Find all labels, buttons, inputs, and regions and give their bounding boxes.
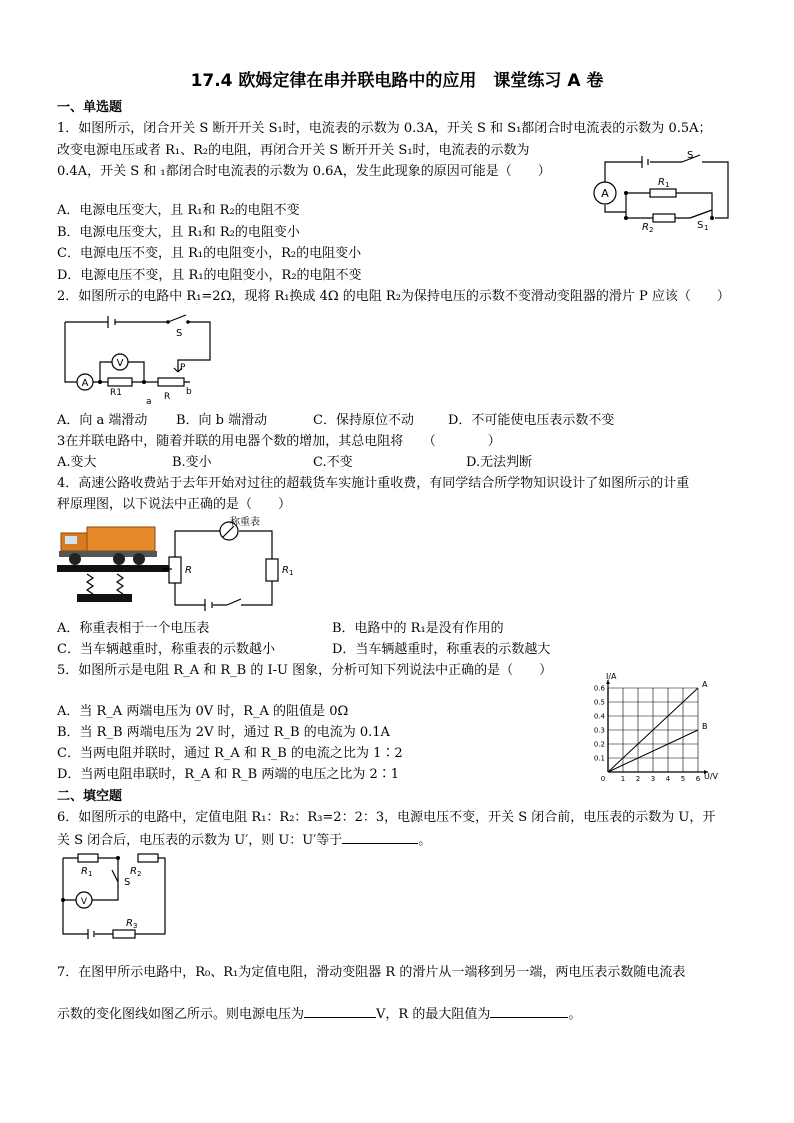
q1-line3: 0.4A，开关 S 和 ₁都闭合时电流表的示数为 0.6A，发生此现象的原因可能是（ ）: [57, 164, 551, 179]
q3-stem: 3在并联电路中，随着并联的用电器个数的增加，其总电阻将 （ ）: [57, 434, 501, 449]
chart-x-tick-label: 2: [635, 775, 641, 783]
q1-r1-label: R: [658, 177, 665, 188]
q2-option-c: C．保持原位不动: [313, 413, 414, 428]
q3-option-b: B.变小: [172, 455, 212, 470]
chart-x-tick-label: 1: [620, 775, 626, 783]
q1-line1: 1．如图所示，闭合开关 S 断开开关 S₁时，电流表的示数为 0.3A，开关 S 和 S₁都闭合时电流表的示数为 0.5A；: [57, 121, 712, 136]
q5-iu-chart: [580, 672, 730, 782]
chart-x-tick-label: 3: [650, 775, 656, 783]
section-fill-blank: 二、填空题: [57, 789, 123, 804]
q6-r2-label: R: [130, 866, 137, 877]
q2-r-label: R: [164, 392, 171, 402]
q1-option-d: D．电源电压不变，且 R₁的电阻变小，R₂的电阻不变: [57, 268, 362, 283]
svg-text:1: 1: [704, 224, 709, 232]
chart-x-tick-label: 0: [600, 775, 606, 783]
q7-resistance-blank[interactable]: [490, 1005, 568, 1018]
svg-text:1: 1: [665, 181, 670, 189]
chart-y-axis-label: I/A: [606, 672, 617, 681]
q6-voltmeter-label: V: [80, 897, 88, 907]
chart-y-tick-label: 0.1: [593, 754, 605, 763]
q2-option-a: A．向 a 端滑动: [57, 413, 148, 428]
svg-text:1: 1: [88, 870, 93, 878]
q4-line1: 4．高速公路收费站于去年开始对过往的超载货车实施计重收费，有同学结合所学物知识设计了如图所示的计重: [57, 476, 690, 491]
q5-option-c: C．当两电阻并联时，通过 R_A 和 R_B 的电流之比为 1∶2: [57, 746, 403, 761]
chart-y-tick-label: 0.4: [593, 712, 605, 721]
q6-end: 。: [418, 833, 432, 848]
chart-y-tick-label: 0.5: [593, 698, 605, 707]
q2-p-label: P: [180, 363, 186, 373]
q7-line2: [57, 1005, 581, 1023]
q3-option-a: A.变大: [57, 455, 97, 470]
svg-text:2: 2: [649, 226, 654, 234]
q2-option-d: D．不可能使电压表示数不变: [448, 413, 615, 428]
q4-option-b: B．电路中的 R₁是没有作用的: [332, 621, 504, 636]
q2-stem: 2．如图所示的电路中 R₁=2Ω，现将 R₁换成 4Ω 的电阻 R₂为保持电压的示数不变滑动变阻器的滑片 P 应该（ ）: [57, 289, 730, 304]
q2-voltmeter-label: V: [116, 358, 124, 369]
chart-x-tick-label: 5: [680, 775, 686, 783]
q3-option-c: C.不变: [313, 455, 353, 470]
q1-line2: 改变电源电压或者 R₁、R₂的电阻，再闭合开关 S 断开开关 S₁时，电流表的示数为: [57, 143, 530, 158]
q6-circuit-figure: [60, 852, 170, 940]
q6-answer-blank[interactable]: [342, 831, 418, 844]
chart-y-tick-label: 0.3: [593, 726, 605, 735]
q2-option-b: B．向 b 端滑动: [176, 413, 268, 428]
q6-line2: [57, 831, 431, 849]
q1-r2-label: R: [642, 222, 649, 233]
q1-switch-s1-label: S: [697, 220, 704, 231]
q4-r-label: R: [185, 565, 192, 576]
q7-voltage-blank[interactable]: [304, 1005, 376, 1018]
svg-text:2: 2: [137, 870, 142, 878]
q1-option-a: A．电源电压变大，且 R₁和 R₂的电阻不变: [57, 203, 300, 218]
q6-line2-text: 关 S 闭合后，电压表的示数为 U′，则 U：U′等于: [57, 833, 343, 848]
chart-series-label-B: B: [702, 722, 708, 731]
q7-line2-a: 示数的变化图线如图乙所示。则电源电压为: [57, 1007, 305, 1022]
chart-y-tick-label: 0.2: [593, 740, 605, 749]
q5-option-d: D．当两电阻串联时，R_A 和 R_B 两端的电压之比为 2∶1: [57, 767, 400, 782]
q4-r1-label: R: [282, 565, 289, 576]
section-single-choice: 一、单选题: [57, 100, 123, 115]
q6-switch-label: S: [124, 877, 131, 888]
q2-ammeter-label: A: [81, 378, 89, 389]
q5-stem: 5．如图所示是电阻 R_A 和 R_B 的 I-U 图象，分析可知下列说法中正确的是（ ）: [57, 663, 553, 678]
q4-scale-figure: [57, 519, 302, 609]
q1-circuit-figure: [590, 148, 735, 245]
q4-option-d: D．当车辆越重时，称重表的示数越大: [332, 642, 551, 657]
q6-line1: 6．如图所示的电路中，定值电阻 R₁：R₂：R₃=2：2：3，电源电压不变，开关 S 闭合前，电压表的示数为 U，开: [57, 810, 716, 825]
q1-switch-s-label: S: [687, 150, 694, 161]
svg-text:1: 1: [289, 569, 294, 577]
chart-y-tick-label: 0.6: [593, 684, 605, 693]
q4-line2: 秤原理图，以下说法中正确的是（ ）: [57, 497, 292, 512]
q6-r1-label: R: [81, 866, 88, 877]
q2-circuit-figure: [60, 312, 220, 407]
chart-x-tick-label: 6: [695, 775, 701, 783]
q2-b-label: b: [186, 387, 192, 397]
q2-a-label: a: [146, 397, 152, 407]
q4-meter-label: 称重表: [230, 517, 260, 528]
q1-ammeter-label: A: [601, 187, 609, 200]
q2-switch-label: S: [176, 328, 183, 339]
q2-r1-label: R1: [110, 388, 122, 398]
q1-option-b: B．电源电压变大，且 R₁和 R₂的电阻变小: [57, 225, 300, 240]
chart-series-label-A: A: [702, 680, 708, 689]
q4-option-c: C．当车辆越重时，称重表的示数越小: [57, 642, 275, 657]
svg-text:3: 3: [133, 922, 138, 930]
page-title: 17.4 欧姆定律在串并联电路中的应用 课堂练习 A 卷: [190, 71, 604, 91]
q5-option-a: A．当 R_A 两端电压为 0V 时，R_A 的阻值是 0Ω: [57, 704, 349, 719]
q4-option-a: A．称重表相于一个电压表: [57, 621, 210, 636]
q5-option-b: B．当 R_B 两端电压为 2V 时，通过 R_B 的电流为 0.1A: [57, 725, 390, 740]
chart-x-tick-label: 4: [665, 775, 671, 783]
chart-x-axis-label: U/V: [704, 772, 719, 781]
q7-line1: 7．在图甲所示电路中，R₀、R₁为定值电阻，滑动变阻器 R 的滑片从一端移到另一端，两电压表示数随电流表: [57, 965, 686, 980]
q7-line2-b: V，R 的最大阻值为: [376, 1007, 491, 1022]
q7-line2-c: 。: [568, 1007, 582, 1022]
q1-option-c: C．电源电压不变，且 R₁的电阻变小，R₂的电阻变小: [57, 246, 362, 261]
q3-option-d: D.无法判断: [466, 455, 533, 470]
q6-r3-label: R: [126, 918, 133, 929]
